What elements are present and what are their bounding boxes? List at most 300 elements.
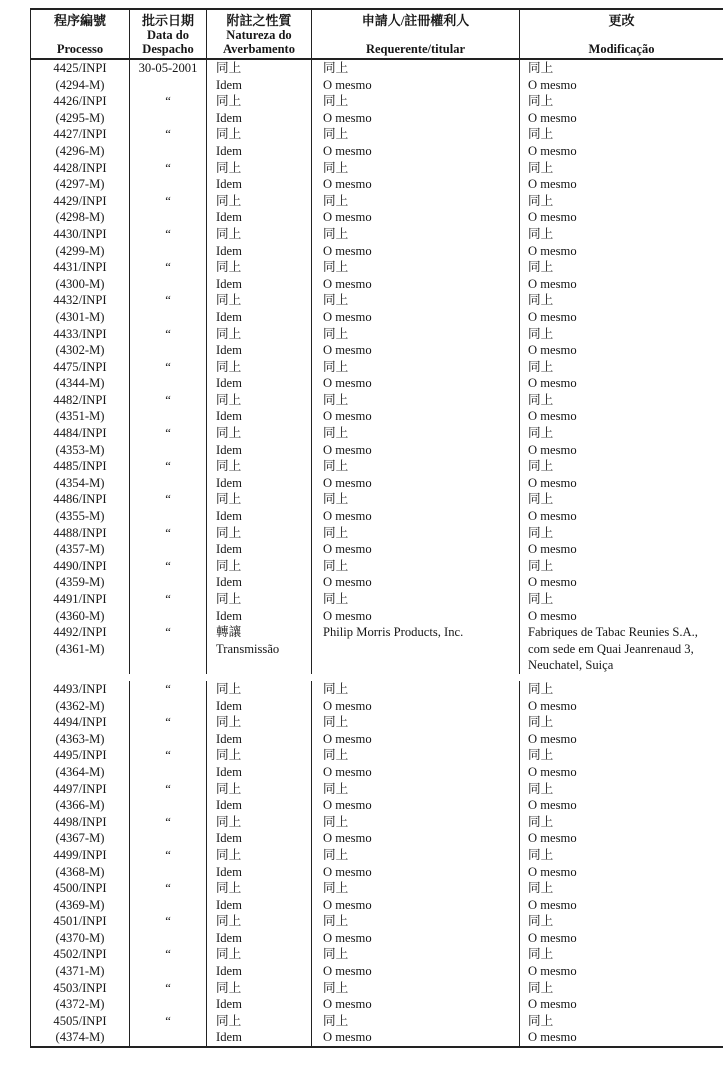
requerente-cell: [312, 714, 520, 747]
requerente-cell: [312, 980, 520, 1013]
cell-line: Idem: [216, 77, 242, 92]
cell-line: 同上: [216, 392, 242, 407]
requerente-cell: [312, 624, 520, 674]
cell-line: 同上: [216, 947, 242, 962]
cell-line: O mesmo: [323, 897, 372, 912]
cell-line: O mesmo: [323, 77, 372, 92]
header-requerente-zh: 申請人/註冊權利人: [361, 13, 470, 28]
requerente-cell: [312, 292, 520, 325]
cell-line: 同上: [323, 193, 349, 208]
cell-line: 同上: [323, 681, 349, 696]
cell-line: 同上: [323, 715, 349, 730]
cell-line: 同上: [528, 359, 554, 374]
processo-cell: [31, 558, 130, 591]
processo-cell: [31, 591, 130, 624]
cell-line: 4433/INPI: [53, 326, 107, 341]
cell-line: 同上: [528, 525, 554, 540]
cell-line: 同上: [528, 293, 554, 308]
natureza-cell: [207, 359, 312, 392]
modificacao-cell: [520, 624, 723, 674]
modificacao-cell: [520, 913, 723, 946]
processo-cell: [31, 847, 130, 880]
processo-cell: [31, 880, 130, 913]
processo-cell: [31, 946, 130, 979]
cell-line: O mesmo: [528, 243, 577, 258]
cell-line: 同上: [528, 226, 554, 241]
requerente-cell: [312, 747, 520, 780]
requerente-cell: [312, 491, 520, 524]
cell-line: Idem: [216, 210, 242, 225]
cell-line: Idem: [216, 997, 242, 1012]
despacho-cell: [130, 525, 207, 558]
header-modificacao: [520, 10, 723, 58]
cell-line: 同上: [216, 459, 242, 474]
processo-cell: [31, 714, 130, 747]
processo-cell: [31, 193, 130, 226]
table-row: [31, 126, 723, 159]
requerente-cell: [312, 458, 520, 491]
natureza-cell: [207, 980, 312, 1013]
cell-line: 同上: [528, 592, 554, 606]
cell-line: Idem: [216, 475, 242, 490]
cell-line: 同上: [216, 61, 242, 75]
cell-line: 同上: [323, 592, 349, 606]
table-body: [31, 60, 723, 1046]
processo-cell: [31, 392, 130, 425]
cell-line: O mesmo: [528, 276, 577, 291]
cell-line: Idem: [216, 442, 242, 457]
cell-line: 同上: [216, 94, 242, 109]
cell-line: O mesmo: [323, 243, 372, 258]
cell-line: 同上: [528, 1013, 554, 1028]
cell-line: O mesmo: [323, 276, 372, 291]
cell-line: 同上: [216, 715, 242, 730]
cell-line: (4370-M): [55, 930, 105, 945]
cell-line: 4492/INPI: [53, 625, 107, 640]
requerente-cell: [312, 359, 520, 392]
cell-line: 同上: [323, 814, 349, 829]
modificacao-cell: [520, 1013, 723, 1046]
processo-cell: [31, 747, 130, 780]
processo-cell: [31, 681, 130, 714]
cell-line: O mesmo: [528, 698, 577, 713]
cell-line: O mesmo: [323, 698, 372, 713]
header-natureza-mid: Natureza do: [226, 28, 292, 42]
header-natureza-pt: Averbamento: [223, 42, 295, 56]
processo-cell: [31, 160, 130, 193]
cell-line: 4427/INPI: [53, 127, 107, 142]
cell-line: 4475/INPI: [53, 359, 107, 374]
cell-line: 同上: [323, 61, 349, 75]
cell-line: 4485/INPI: [53, 459, 107, 474]
cell-line: Idem: [216, 864, 242, 879]
requerente-cell: [312, 60, 520, 93]
processo-cell: [31, 292, 130, 325]
cell-line: 4491/INPI: [53, 592, 107, 606]
cell-line: O mesmo: [323, 831, 372, 846]
requerente-cell: [312, 226, 520, 259]
cell-line: 同上: [323, 881, 349, 896]
cell-line: 4493/INPI: [53, 681, 107, 696]
modificacao-cell: [520, 525, 723, 558]
cell-line: O mesmo: [528, 409, 577, 424]
modificacao-cell: [520, 814, 723, 847]
cell-line: “: [165, 193, 171, 208]
despacho-cell: [130, 1013, 207, 1046]
despacho-cell: [130, 491, 207, 524]
cell-line: (4362-M): [55, 698, 105, 713]
cell-line: (4298-M): [55, 210, 105, 225]
header-despacho-pt: Despacho: [142, 42, 194, 56]
cell-line: 同上: [216, 326, 242, 341]
cell-line: 同上: [323, 127, 349, 142]
cell-line: 同上: [528, 193, 554, 208]
modificacao-cell: [520, 714, 723, 747]
requerente-cell: [312, 425, 520, 458]
cell-line: Idem: [216, 309, 242, 324]
cell-line: O mesmo: [528, 309, 577, 324]
header-despacho-mid: Data do: [146, 28, 190, 42]
cell-line: 4494/INPI: [53, 715, 107, 730]
cell-line: O mesmo: [528, 798, 577, 813]
cell-line: Fabriques de Tabac Reunies S.A., com sede em Quai Jeanrenaud 3, Neuchatel, Suiça: [528, 625, 698, 673]
modificacao-cell: [520, 326, 723, 359]
cell-line: Idem: [216, 276, 242, 291]
cell-line: (4360-M): [55, 608, 105, 623]
cell-line: Idem: [216, 608, 242, 623]
averbamentos-table: [30, 8, 723, 1048]
cell-line: O mesmo: [528, 376, 577, 391]
cell-line: (4372-M): [55, 997, 105, 1012]
cell-line: O mesmo: [323, 764, 372, 779]
processo-cell: [31, 781, 130, 814]
cell-line: (4353-M): [55, 442, 105, 457]
cell-line: “: [165, 127, 171, 142]
natureza-cell: [207, 160, 312, 193]
despacho-cell: [130, 591, 207, 624]
cell-line: (4351-M): [55, 409, 105, 424]
natureza-cell: [207, 458, 312, 491]
despacho-cell: [130, 747, 207, 780]
cell-line: O mesmo: [528, 930, 577, 945]
cell-line: 4425/INPI: [53, 61, 107, 75]
cell-line: Idem: [216, 731, 242, 746]
table-row: [31, 980, 723, 1013]
cell-line: Idem: [216, 764, 242, 779]
requerente-cell: [312, 681, 520, 714]
cell-line: Idem: [216, 930, 242, 945]
cell-line: O mesmo: [528, 608, 577, 623]
cell-line: 同上: [216, 881, 242, 896]
cell-line: Idem: [216, 542, 242, 557]
cell-line: Idem: [216, 177, 242, 192]
cell-line: 同上: [528, 127, 554, 142]
cell-line: 同上: [528, 781, 554, 796]
cell-line: O mesmo: [528, 731, 577, 746]
cell-line: “: [165, 359, 171, 374]
cell-line: O mesmo: [528, 475, 577, 490]
modificacao-cell: [520, 681, 723, 714]
cell-line: O mesmo: [528, 964, 577, 979]
cell-line: 同上: [216, 293, 242, 308]
processo-cell: [31, 126, 130, 159]
cell-line: 同上: [323, 293, 349, 308]
cell-line: 同上: [528, 914, 554, 929]
cell-line: Idem: [216, 376, 242, 391]
cell-line: Idem: [216, 143, 242, 158]
cell-line: (4300-M): [55, 276, 105, 291]
cell-line: 同上: [323, 748, 349, 763]
cell-line: “: [165, 947, 171, 962]
cell-line: 同上: [216, 426, 242, 441]
cell-line: “: [165, 492, 171, 507]
cell-line: 同上: [323, 1013, 349, 1028]
natureza-cell: [207, 591, 312, 624]
natureza-cell: [207, 126, 312, 159]
cell-line: O mesmo: [323, 864, 372, 879]
modificacao-cell: [520, 259, 723, 292]
cell-line: “: [165, 293, 171, 308]
processo-cell: [31, 814, 130, 847]
processo-cell: [31, 491, 130, 524]
cell-line: “: [165, 392, 171, 407]
table-row: [31, 93, 723, 126]
cell-line: Idem: [216, 243, 242, 258]
despacho-cell: [130, 292, 207, 325]
processo-cell: [31, 458, 130, 491]
cell-line: 同上: [323, 558, 349, 573]
cell-line: 同上: [528, 814, 554, 829]
cell-line: Idem: [216, 509, 242, 524]
modificacao-cell: [520, 160, 723, 193]
cell-line: (4361-M): [55, 641, 105, 656]
cell-line: O mesmo: [323, 964, 372, 979]
cell-line: O mesmo: [323, 210, 372, 225]
cell-line: “: [165, 881, 171, 896]
modificacao-cell: [520, 946, 723, 979]
cell-line: O mesmo: [323, 309, 372, 324]
table-row: [31, 326, 723, 359]
cell-line: 同上: [323, 226, 349, 241]
cell-line: 同上: [323, 980, 349, 995]
cell-line: (4357-M): [55, 542, 105, 557]
cell-line: (4368-M): [55, 864, 105, 879]
table-row: [31, 359, 723, 392]
cell-line: 同上: [216, 160, 242, 175]
cell-line: 同上: [528, 558, 554, 573]
cell-line: Idem: [216, 798, 242, 813]
cell-line: 4432/INPI: [53, 293, 107, 308]
cell-line: 同上: [216, 914, 242, 929]
cell-line: “: [165, 260, 171, 275]
cell-line: Idem: [216, 831, 242, 846]
cell-line: 同上: [528, 160, 554, 175]
requerente-cell: [312, 160, 520, 193]
modificacao-cell: [520, 425, 723, 458]
table-row: [31, 591, 723, 624]
requerente-cell: [312, 1013, 520, 1046]
cell-line: O mesmo: [528, 897, 577, 912]
header-processo-zh: 程序編號: [53, 13, 106, 28]
cell-line: 同上: [216, 127, 242, 142]
requerente-cell: [312, 525, 520, 558]
natureza-cell: [207, 193, 312, 226]
header-requerente: [312, 10, 520, 58]
cell-line: O mesmo: [528, 143, 577, 158]
requerente-cell: [312, 558, 520, 591]
cell-line: 同上: [323, 492, 349, 507]
cell-line: 4428/INPI: [53, 160, 107, 175]
table-row: [31, 160, 723, 193]
header-requerente-mid: [314, 28, 517, 42]
cell-line: O mesmo: [528, 864, 577, 879]
cell-line: (4374-M): [55, 1030, 105, 1045]
cell-line: 同上: [216, 592, 242, 606]
requerente-cell: [312, 326, 520, 359]
header-despacho-zh: 批示日期: [141, 13, 194, 28]
processo-cell: [31, 425, 130, 458]
table-row: [31, 747, 723, 780]
cell-line: (4295-M): [55, 110, 105, 125]
cell-line: O mesmo: [528, 997, 577, 1012]
natureza-cell: [207, 491, 312, 524]
cell-line: (4294-M): [55, 77, 105, 92]
cell-line: O mesmo: [323, 442, 372, 457]
natureza-cell: [207, 781, 312, 814]
despacho-cell: [130, 160, 207, 193]
cell-line: O mesmo: [323, 542, 372, 557]
cell-line: “: [165, 1013, 171, 1028]
despacho-cell: [130, 814, 207, 847]
cell-line: 同上: [323, 94, 349, 109]
natureza-cell: [207, 226, 312, 259]
despacho-cell: [130, 946, 207, 979]
requerente-cell: [312, 847, 520, 880]
modificacao-cell: [520, 558, 723, 591]
cell-line: (4366-M): [55, 798, 105, 813]
cell-line: 同上: [216, 781, 242, 796]
natureza-cell: [207, 624, 312, 674]
cell-line: 同上: [528, 260, 554, 275]
natureza-cell: [207, 913, 312, 946]
cell-line: 同上: [216, 1013, 242, 1028]
cell-line: “: [165, 558, 171, 573]
cell-line: 4429/INPI: [53, 193, 107, 208]
cell-line: 4497/INPI: [53, 781, 107, 796]
cell-line: 同上: [216, 193, 242, 208]
despacho-cell: [130, 126, 207, 159]
header-modificacao-pt: Modificação: [588, 42, 655, 56]
despacho-cell: [130, 226, 207, 259]
despacho-cell: [130, 681, 207, 714]
cell-line: 轉讓: [216, 625, 242, 640]
cell-line: 同上: [528, 681, 554, 696]
cell-line: O mesmo: [323, 509, 372, 524]
requerente-cell: [312, 946, 520, 979]
despacho-cell: [130, 259, 207, 292]
cell-line: (4367-M): [55, 831, 105, 846]
despacho-cell: [130, 359, 207, 392]
modificacao-cell: [520, 747, 723, 780]
cell-line: Idem: [216, 964, 242, 979]
cell-line: 同上: [216, 980, 242, 995]
cell-line: 同上: [323, 525, 349, 540]
processo-cell: [31, 1013, 130, 1046]
cell-line: 同上: [528, 492, 554, 507]
table-row: [31, 226, 723, 259]
cell-line: 同上: [528, 326, 554, 341]
natureza-cell: [207, 880, 312, 913]
table-row: [31, 558, 723, 591]
cell-line: 4488/INPI: [53, 525, 107, 540]
cell-line: 同上: [216, 226, 242, 241]
cell-line: 4490/INPI: [53, 558, 107, 573]
table-row: [31, 681, 723, 714]
table-row: [31, 814, 723, 847]
natureza-cell: [207, 558, 312, 591]
modificacao-cell: [520, 292, 723, 325]
cell-line: 同上: [216, 847, 242, 862]
requerente-cell: [312, 126, 520, 159]
header-modificacao-zh: 更改: [608, 13, 635, 28]
requerente-cell: [312, 591, 520, 624]
cell-line: 4431/INPI: [53, 260, 107, 275]
processo-cell: [31, 326, 130, 359]
cell-line: 4498/INPI: [53, 814, 107, 829]
header-requerente-pt: Requerente/titular: [365, 42, 466, 56]
header-processo-mid: [33, 28, 127, 42]
requerente-cell: [312, 814, 520, 847]
cell-line: 同上: [216, 681, 242, 696]
table-row: [31, 392, 723, 425]
modificacao-cell: [520, 193, 723, 226]
natureza-cell: [207, 60, 312, 93]
cell-line: “: [165, 748, 171, 763]
cell-line: “: [165, 426, 171, 441]
cell-line: O mesmo: [323, 475, 372, 490]
cell-line: (4297-M): [55, 177, 105, 192]
table-row: [31, 847, 723, 880]
modificacao-cell: [520, 93, 723, 126]
table-row: [31, 946, 723, 979]
cell-line: 4502/INPI: [53, 947, 107, 962]
despacho-cell: [130, 880, 207, 913]
cell-line: 同上: [323, 326, 349, 341]
header-modificacao-mid: [522, 28, 721, 42]
cell-line: 4482/INPI: [53, 392, 107, 407]
cell-line: O mesmo: [323, 997, 372, 1012]
natureza-cell: [207, 814, 312, 847]
table-row: [31, 525, 723, 558]
header-despacho: [130, 10, 207, 58]
cell-line: 同上: [323, 426, 349, 441]
cell-line: 4430/INPI: [53, 226, 107, 241]
cell-line: 同上: [528, 748, 554, 763]
cell-line: 4495/INPI: [53, 748, 107, 763]
modificacao-cell: [520, 880, 723, 913]
cell-line: O mesmo: [528, 442, 577, 457]
cell-line: (4344-M): [55, 376, 105, 391]
despacho-cell: [130, 425, 207, 458]
cell-line: O mesmo: [528, 764, 577, 779]
table-row: [31, 491, 723, 524]
despacho-cell: [130, 392, 207, 425]
modificacao-cell: [520, 226, 723, 259]
processo-cell: [31, 359, 130, 392]
cell-line: (4364-M): [55, 764, 105, 779]
cell-line: O mesmo: [323, 608, 372, 623]
modificacao-cell: [520, 847, 723, 880]
